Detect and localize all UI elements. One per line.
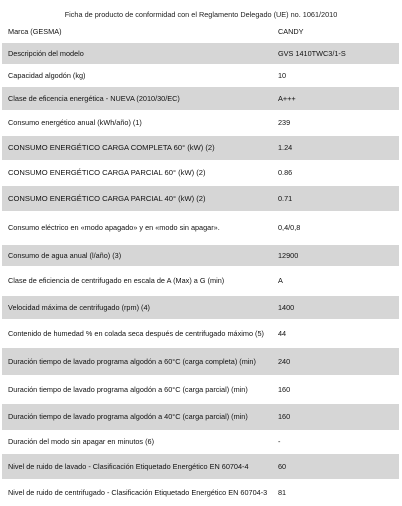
row-label: CONSUMO ENERGÉTICO CARGA PARCIAL 40° (kW) (2) [8,193,206,203]
table-row [2,296,399,320]
row-value: 160 [278,412,291,422]
row-value: 81 [278,487,287,497]
row-label: Capacidad algodón (kg) [8,70,86,80]
row-label: Duración tiempo de lavado programa algodón a 40°C (carga parcial) (min) [8,412,248,422]
table-row [2,111,399,136]
row-value: - [278,437,281,447]
row-value: 1.24 [278,143,293,153]
table-row [2,404,399,431]
table-row [2,65,399,87]
row-label: Marca (GESMA) [8,27,62,37]
row-label: Nivel de ruido de lavado - Clasificación Etiquetado Energético EN 60704-4 [8,461,249,471]
row-value: 60 [278,461,287,471]
row-label: Duración tiempo de lavado programa algodón a 60°C (carga parcial) (min) [8,384,248,394]
row-value: GVS 1410TWC3/1-S [278,48,346,58]
row-value: 1400 [278,302,295,312]
row-label: CONSUMO ENERGÉTICO CARGA COMPLETA 60° (kW) (2) [8,143,215,153]
table-row [2,320,399,348]
row-label: Consumo de agua anual (l/año) (3) [8,250,122,260]
table-row [2,161,399,186]
row-value: 10 [278,70,287,80]
document-title: Ficha de producto de conformidad con el Reglamento Delegado (UE) no. 1061/2010 [64,10,338,19]
row-label: Consumo energético anual (kWh/año) (1) [8,118,142,128]
table-row [2,480,399,506]
row-value: 12900 [278,250,299,260]
row-value: CANDY [278,27,304,37]
row-value: 240 [278,356,291,366]
table-row [2,43,399,65]
table-row [2,136,399,161]
row-value: 44 [278,328,287,338]
row-label: Consumo eléctrico en «modo apagado» y en «modo sin apagar». [8,223,220,233]
table-row [2,186,399,212]
row-label: Contenido de humedad % en colada seca después de centrifugado máximo (5) [8,328,264,338]
row-value: A [278,276,283,286]
table-row [2,376,399,404]
row-value: 239 [278,118,291,128]
row-value: 0,4/0,8 [278,223,301,233]
table-row [2,245,399,267]
row-label: Clase de eficiencia de centrifugado en escala de A (Max) a G (min) [8,276,225,286]
row-label: Descripción del modelo [8,48,84,58]
table-row [2,87,399,111]
row-value: 0.71 [278,193,293,203]
row-label: Duración tiempo de lavado programa algodón a 60°C (carga completa) (min) [8,356,256,366]
table-row [2,348,399,376]
row-label: Velocidad máxima de centrifugado (rpm) (4) [8,302,150,312]
row-label: Duración del modo sin apagar en minutos (6) [8,437,155,447]
table-row [2,212,399,245]
row-value: 0.86 [278,168,293,178]
table-row [2,267,399,296]
table-row [2,431,399,454]
table-row [2,454,399,480]
row-value: A+++ [278,93,296,103]
product-sheet-table [2,22,399,506]
row-label: Clase de eficencia energética - NUEVA (2010/30/EC) [8,93,180,103]
row-label: CONSUMO ENERGÉTICO CARGA PARCIAL 60° (kW) (2) [8,168,206,178]
row-value: 160 [278,384,291,394]
row-label: Nivel de ruido de centrifugado - Clasificación Etiquetado Energético EN 60704-3 [8,487,268,497]
table-row [2,22,399,43]
